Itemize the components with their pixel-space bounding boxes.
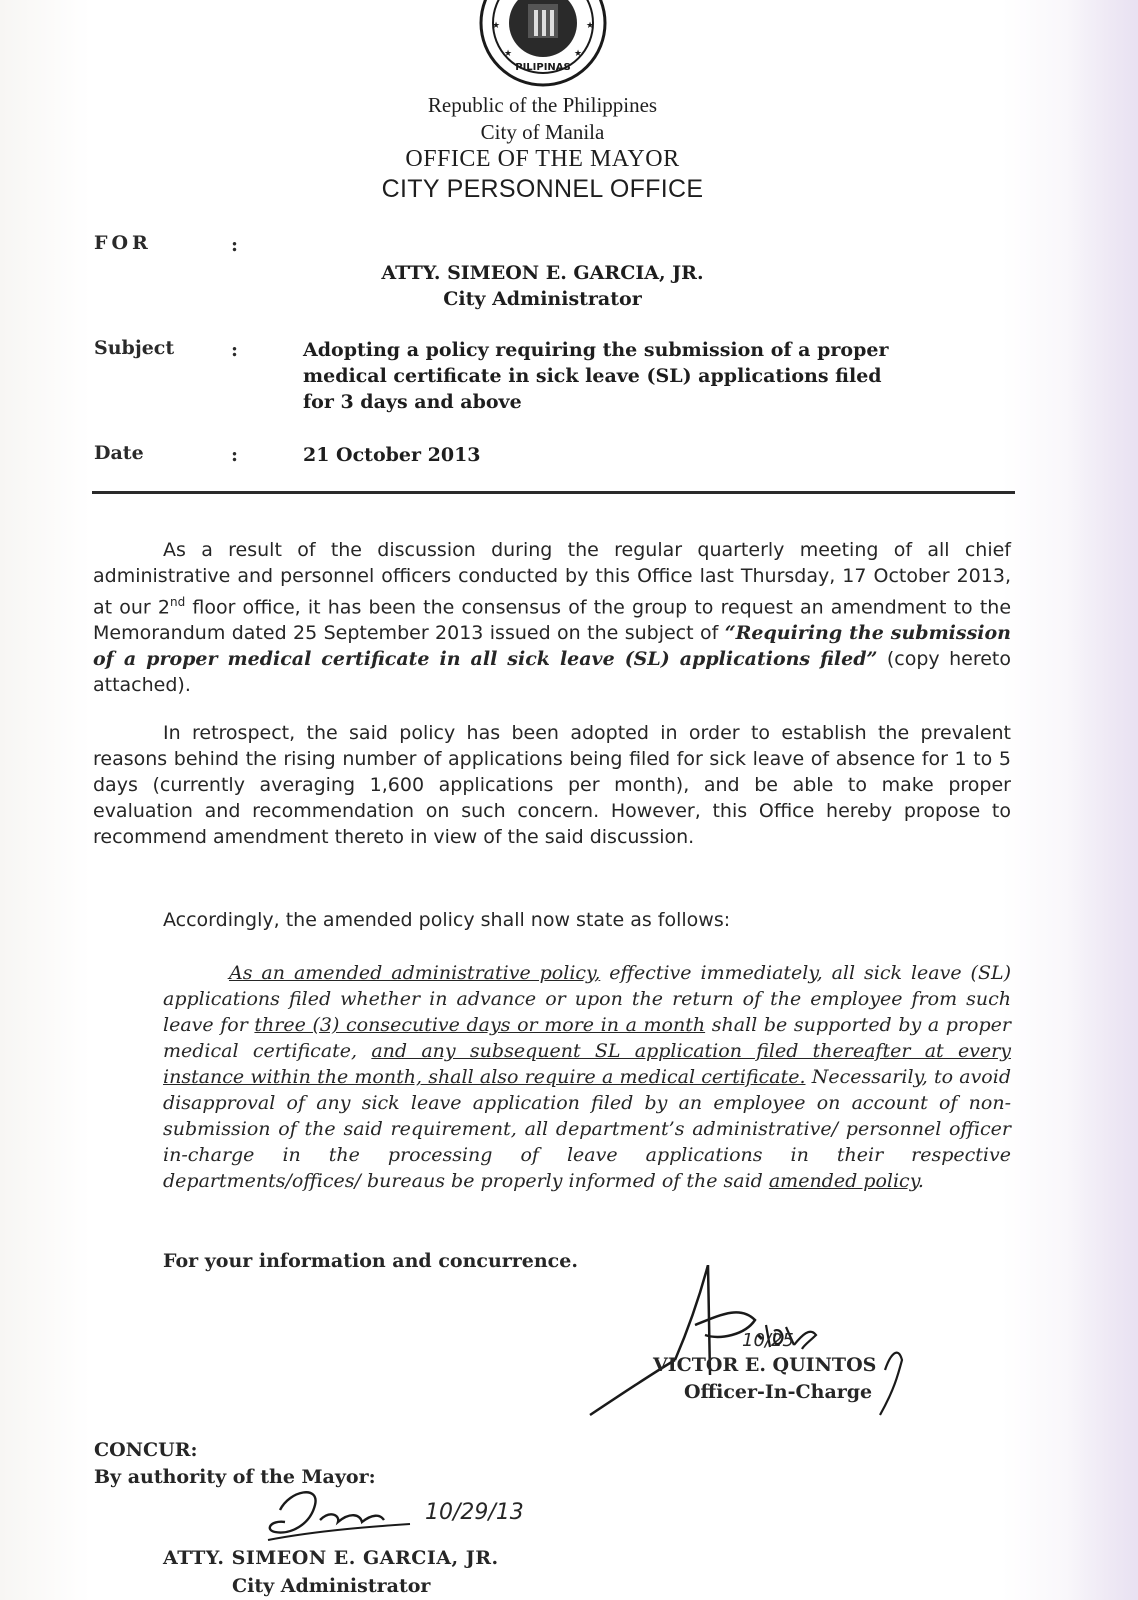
for-colon: : [231, 234, 239, 256]
paragraph-2: In retrospect, the said policy has been adopted in order to establish the prevalent reasons behind the rising number of applications being filed for sick leave of absence for 1 to 5 days (currently averaging 1,600 applications per month), and be able to make proper evaluation and recommendation on such concern. However, this Office hereby propose to recommend amendment thereto in view of the said discussion. [93, 722, 1011, 848]
subject-text [303, 337, 1003, 415]
svg-text:★: ★ [504, 49, 513, 59]
concur-title: City Administrator [232, 1575, 431, 1597]
subject-label: Subject [94, 337, 175, 359]
svg-text:★: ★ [574, 49, 583, 59]
signatory-title: Officer-In-Charge [684, 1381, 873, 1403]
city-seal-icon [478, 0, 608, 88]
subject-colon: : [231, 339, 239, 361]
signatory-name: VICTOR E. QUINTOS [653, 1354, 877, 1376]
date-label: Date [94, 442, 144, 464]
concur-name: ATTY. SIMEON E. GARCIA, JR. [163, 1547, 499, 1569]
date-value: 21 October 2013 [303, 444, 481, 466]
header-divider [92, 491, 1015, 494]
letterhead-office: OFFICE OF THE MAYOR [405, 146, 680, 172]
subject-line: medical certificate in sick leave (SL) applications filed [303, 365, 882, 387]
for-title: City Administrator [443, 288, 642, 310]
concur-handwritten-date: 10/29/13 [425, 1500, 524, 1525]
for-name: ATTY. SIMEON E. GARCIA, JR. [381, 262, 704, 284]
svg-text:★: ★ [586, 21, 595, 31]
scan-edge-shading [1068, 0, 1138, 1600]
letterhead-city: City of Manila [480, 120, 605, 144]
paragraph-3: Accordingly, the amended policy shall now state as follows: [163, 909, 731, 931]
paragraph-1: As a result of the discussion during the regular quarterly meeting of all chief administrative and personnel officers conducted by this Office last Thursday, 17 October 2013, at our 2nd floor office, it has been the consensus of the group to request an amendment to the Memorandum dated 25 September 2013 issued on the subject of “Requiring the submission of a proper medical certificate in all sick leave (SL) applications filed” (copy hereto attached). [93, 539, 1012, 697]
svg-text:★: ★ [492, 21, 501, 31]
concur-label: CONCUR: [94, 1439, 198, 1461]
subject-line: for 3 days and above [303, 391, 522, 413]
for-label: FOR [94, 232, 152, 254]
letterhead-department: CITY PERSONNEL OFFICE [381, 175, 704, 203]
date-colon: : [231, 444, 239, 466]
signatory-handwritten-date: 10/25 [742, 1330, 794, 1351]
letterhead-country: Republic of the Philippines [427, 93, 658, 117]
closing-line: For your information and concurrence. [163, 1250, 578, 1272]
amended-policy-text: As an amended administrative policy, effective immediately, all sick leave (SL) applications filed whether in advance or upon the return of the employee from such leave for three (3) consecutive days or more in a month shall be supported by a proper medical certificate, and any subsequent SL application filed thereafter at every instance within the month, shall also require a medical certificate. Necessarily, to avoid disapproval of any sick leave application filed by an employee on account of non-submission of the said requirement, all department’s administrative/ personnel officer in-charge in the processing of leave applications in their respective departments/offices/ bureaus be properly informed of the said amended policy. [163, 962, 1011, 1192]
seal-caption: PILIPINAS [515, 62, 571, 73]
concur-authority: By authority of the Mayor: [94, 1466, 376, 1488]
subject-line: Adopting a policy requiring the submission of a proper [303, 339, 889, 361]
